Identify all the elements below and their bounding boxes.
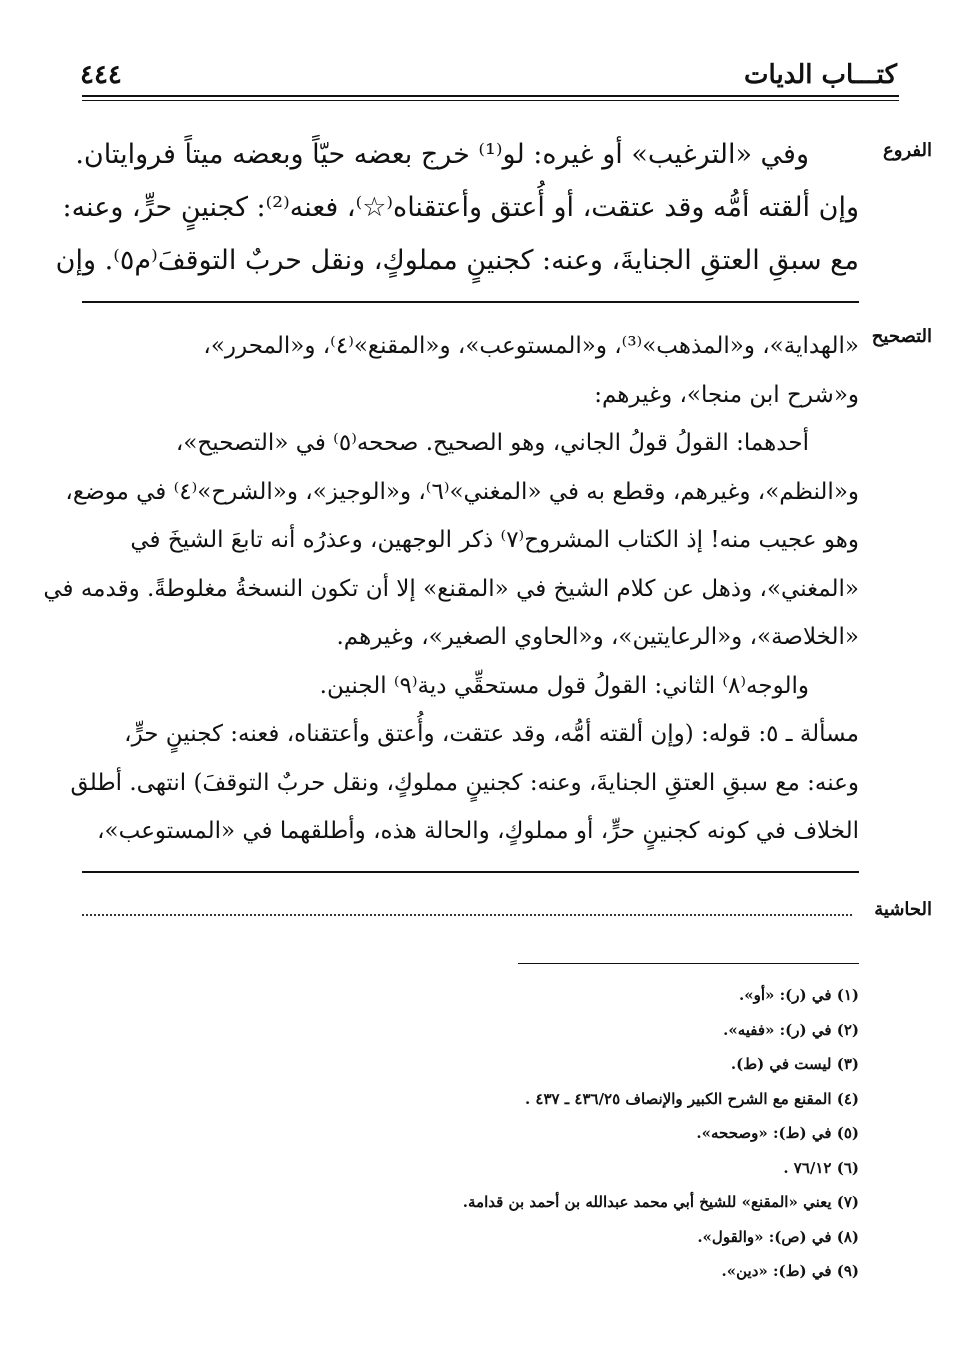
footnote: (٢) في (ر): «ففيه». (723, 1020, 859, 1039)
text-line: الخلاف في كونه كجنينٍ حرٍّ، أو مملوكٍ، والحالة هذه، وأطلقهما في «المستوعب»، (97, 818, 859, 844)
page-header (80, 60, 897, 92)
dotted-leader (82, 914, 852, 916)
footnote: (٨) في (ص): «والقول». (697, 1227, 859, 1246)
text-line: «الخلاصة»، و«الرعايتين»، و«الحاوي الصغير»، وغيرهم. (336, 624, 859, 650)
section-label-hashiya: الحاشية (874, 899, 932, 920)
footnote: (٦) ٧٦/١٢ . (783, 1158, 859, 1177)
text-line: «الهداية»، و«المذهب»⁽³⁾، و«المستوعب»، و«المقنع»⁽٤⁾، و«المحرر»، (203, 333, 859, 359)
text-line: وهو عجيب منه! إذ الكتاب المشروح⁽٧⁾ ذكر الوجهين، وعذرُه أنه تابعَ الشيخَ في (130, 527, 859, 553)
section-separator (82, 871, 859, 873)
footnote-rule (518, 963, 859, 964)
furu-text (55, 128, 859, 287)
tashih-text (43, 322, 859, 856)
section-label-furu: الفروع (883, 140, 932, 161)
text-line: وإن ألقته أمُّه وقد عتقت، أو أُعتق وأعتقناه⁽☆⁾، فعنه⁽²⁾: كجنينٍ حرٍّ، وعنه: (62, 192, 859, 223)
text-line: مسألة ـ ٥: قوله: (وإن ألقته أمُّه، وقد عتقت، وأُعتق وأعتقناه، فعنه: كجنينٍ حرٍّ، (124, 721, 859, 747)
header-title: كتـــاب الديات (744, 60, 897, 90)
footnotes (99, 978, 859, 1289)
footnote: (٧) يعني «المقنع» للشيخ أبي محمد عبدالله بن أحمد بن قدامة. (462, 1193, 859, 1211)
footnote: (٩) في (ط): «دين». (721, 1262, 859, 1280)
text-line: مع سبقِ العتقِ الجنايةَ، وعنه: كجنينٍ مملوكٍ، ونقل حربٌ التوقفَ⁽م٥⁾. وإن (55, 245, 859, 276)
text-line: وفي «الترغيب» أو غيره: لو⁽¹⁾ خرج بعضه حيّاً وبعضه ميتاً فروايتان. (75, 139, 809, 170)
header-rule (82, 95, 899, 97)
hashiya-row (82, 899, 932, 929)
text-line: أحدهما: القولُ قولُ الجاني، وهو الصحيح. صححه⁽٥⁾ في «التصحيح»، (175, 430, 809, 456)
header-rule-thin (82, 100, 899, 101)
footnote: (٣) ليست في (ط). (730, 1055, 859, 1073)
page-number: ٤٤٤ (80, 60, 122, 90)
text-line: و«النظم»، وغيرهم، وقطع به في «المغني»⁽٦⁾، و«الوجيز»، و«الشرح»⁽٤⁾ في موضع، (65, 478, 859, 505)
footnote: (٥) في (ط): «وصححه». (696, 1124, 859, 1142)
text-line: «المغني»، وذهل عن كلام الشيخ في «المقنع» إلا أن تكون النسخةُ مغلوطةً. وقدمه في (43, 575, 859, 602)
section-label-tashih: التصحيح (871, 326, 932, 347)
footnote: (٤) المقنع مع الشرح الكبير والإنصاف ٤٣٦/٢٥ ـ ٤٣٧ . (524, 1089, 859, 1108)
text-line: وعنه: مع سبقِ العتقِ الجنايةَ، وعنه: كجنينٍ مملوكٍ، ونقل حربٌ التوقفَ) انتهى. أطلق (70, 769, 859, 796)
text-line: و«شرح ابن منجا»، وغيرهم: (594, 381, 859, 408)
text-line: والوجه⁽٨⁾ الثاني: القولُ قول مستحقِّي دية⁽٩⁾ الجنين. (319, 672, 809, 699)
section-separator (82, 301, 859, 303)
footnote: (١) في (ر): «أو». (739, 986, 859, 1004)
